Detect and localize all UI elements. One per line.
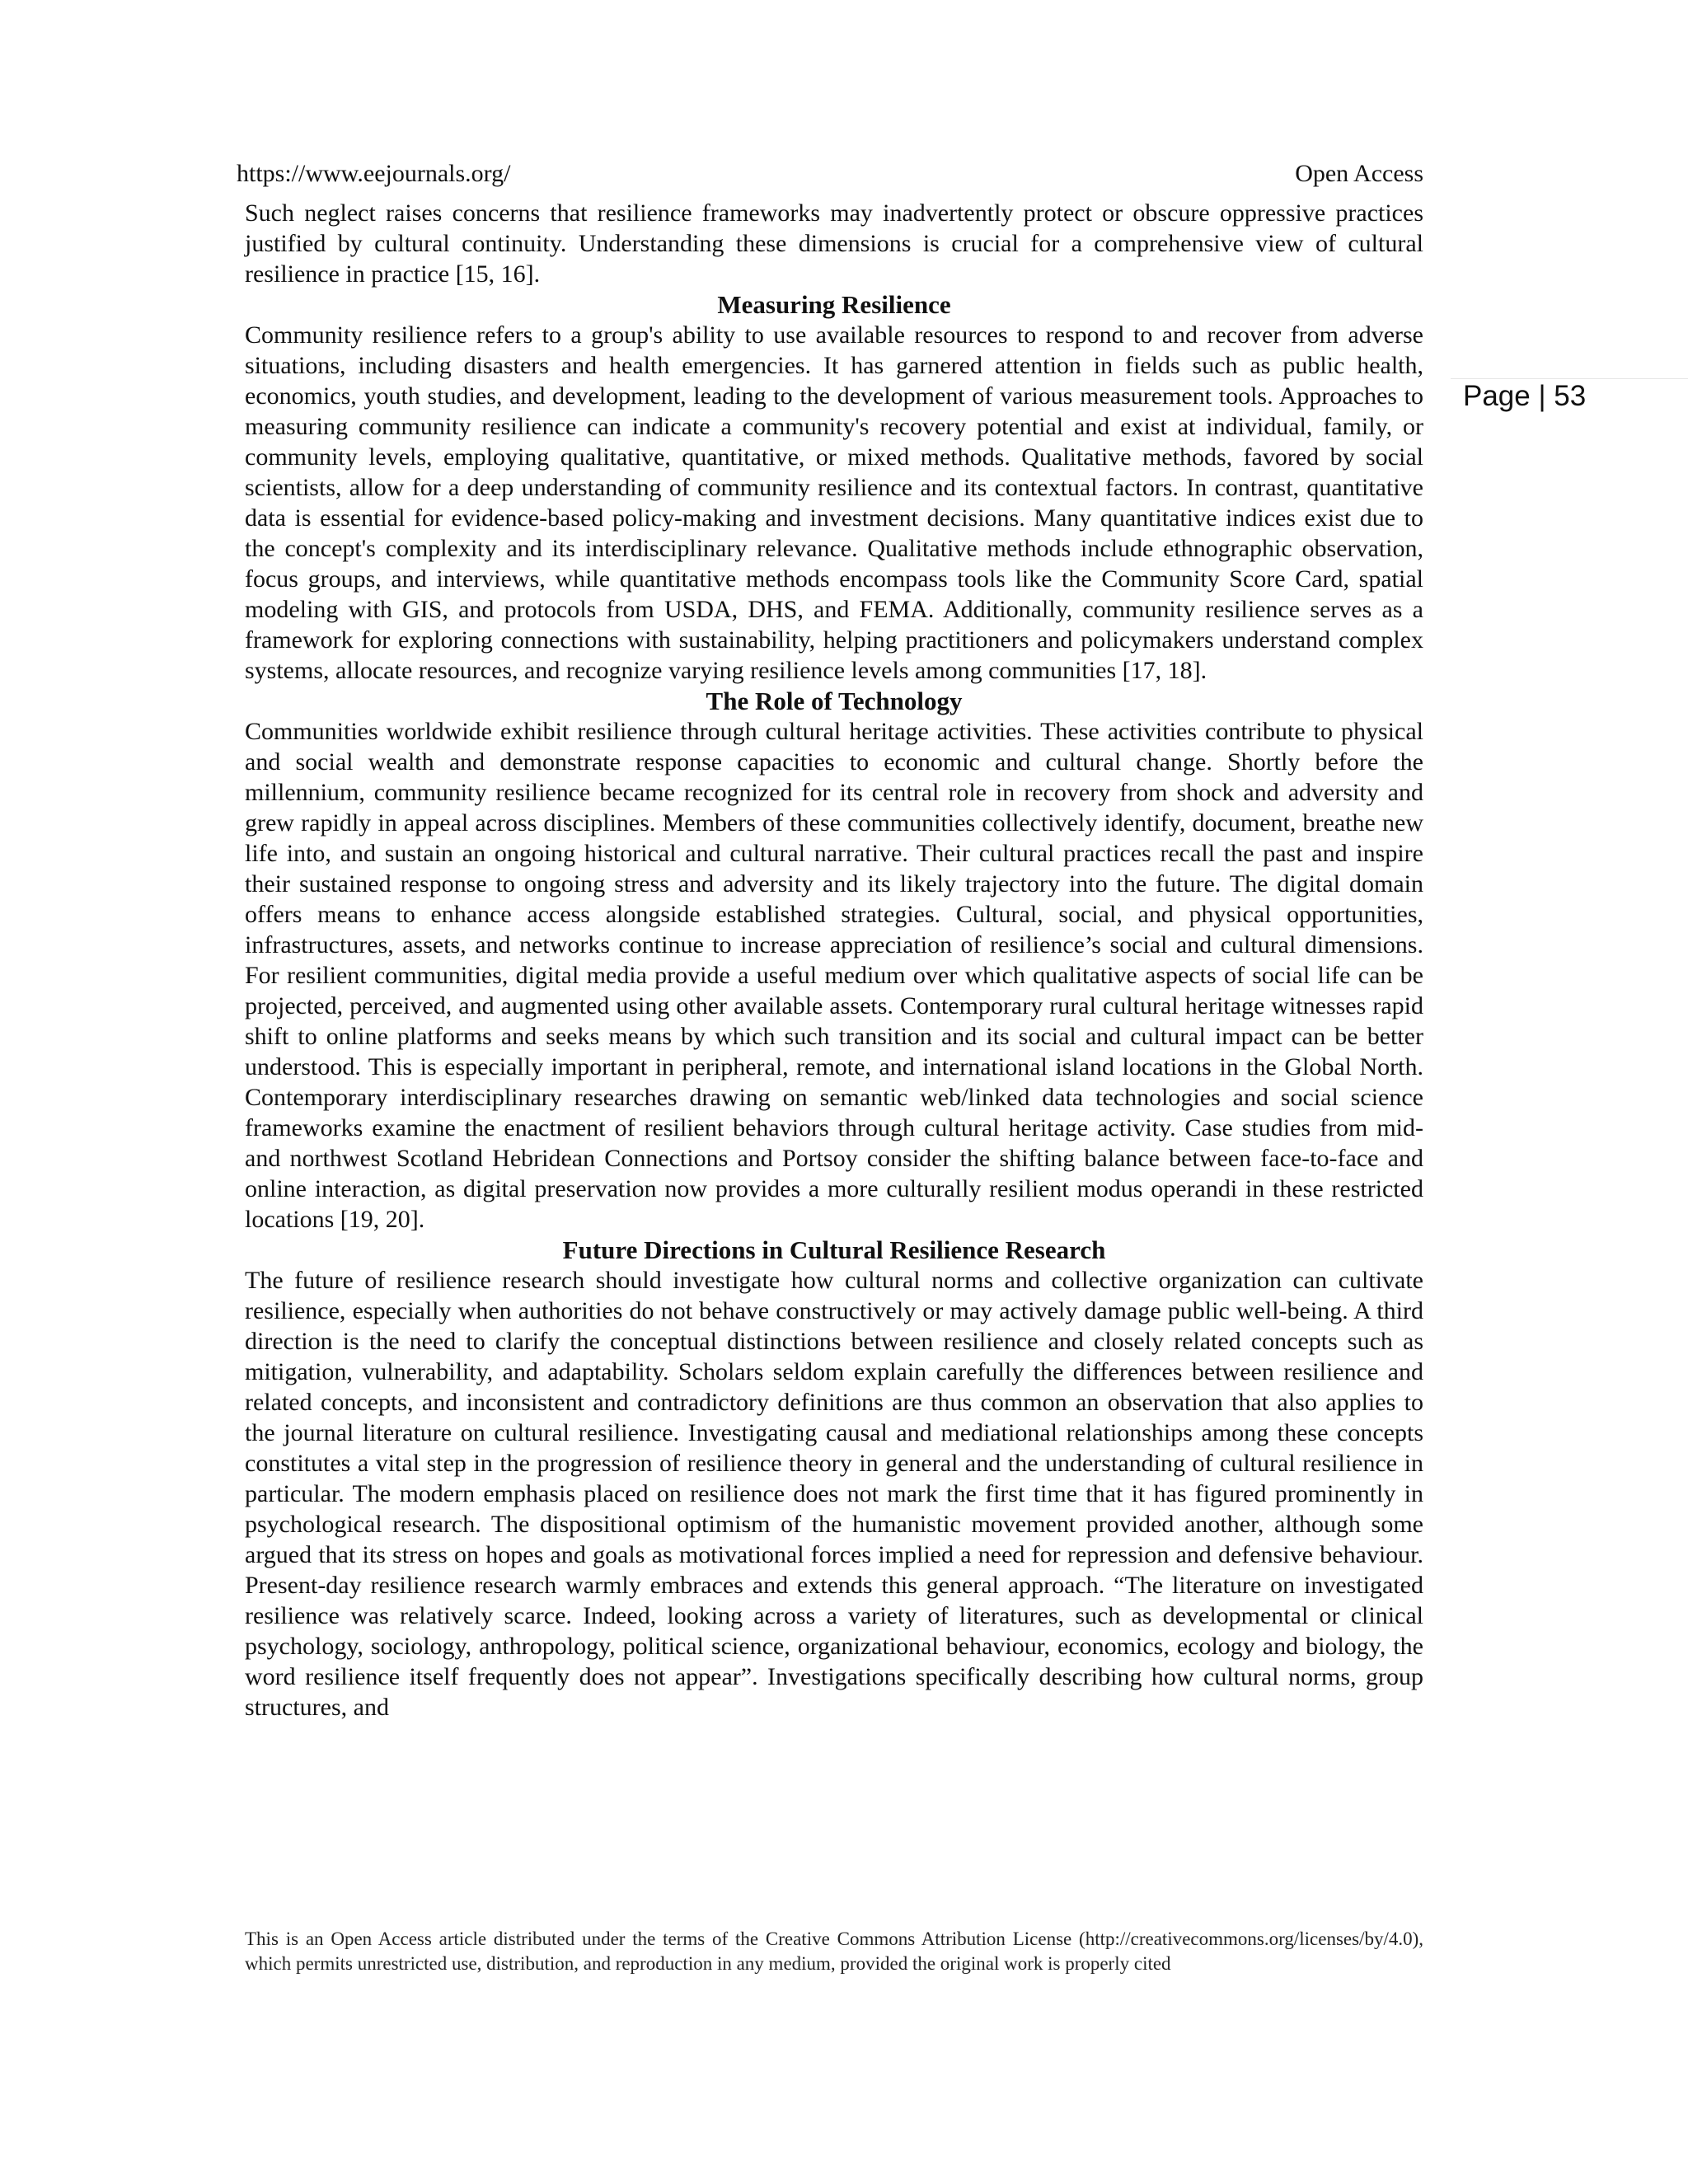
section-heading-role-of-technology: The Role of Technology bbox=[706, 687, 963, 715]
page-header bbox=[237, 159, 1423, 192]
section-paragraph-future-directions: The future of resilience research should investigate how cultural norms and collective organization can cultivate resilience, especially when authorities do not behave constructively or may actively damage public well-being. A third direction is the need to clarify the conceptual distinctions between resilience and closely related concepts such as mitigation, vulnerability, and adaptability. Scholars seldom explain carefully the differences between resilience and related concepts, and inconsistent and contradictory definitions are thus common an observation that also applies to the journal literature on cultural resilience. Investigating causal and mediational relationships among these concepts constitutes a vital step in the progression of resilience theory in general and the understanding of cultural resilience in particular. The modern emphasis placed on resilience does not mark the first time that it has figured prominently in psychological research. The dispositional optimism of the humanistic movement provided another, although some argued that its stress on hopes and goals as motivational forces implied a need for repression and defensive behaviour. Present-day resilience research warmly embraces and extends this general approach. “The literature on investigated resilience was relatively scarce. Indeed, looking across a variety of literatures, such as developmental or clinical psychology, sociology, anthropology, political science, organizational behaviour, economics, ecology and biology, the word resilience itself frequently does not appear”. Investigations specifically describing how cultural norms, group structures, and bbox=[245, 1267, 1423, 1721]
section-heading-measuring-resilience: Measuring Resilience bbox=[717, 290, 951, 319]
section-paragraph-role-of-technology: Communities worldwide exhibit resilience through cultural heritage activities. These activities contribute to physical and social wealth and demonstrate response capacities to economic and cultural change. Shortly before the millennium, community resilience became recognized for its central role in recovery from shock and adversity and grew rapidly in appeal across disciplines. Members of these communities collectively identify, document, breathe new life into, and sustain an ongoing historical and cultural narrative. Their cultural practices recall the past and inspire their sustained response to ongoing stress and adversity and its likely trajectory into the future. The digital domain offers means to enhance access alongside established strategies. Cultural, social, and physical opportunities, infrastructures, assets, and networks continue to increase appreciation of resilience’s social and cultural dimensions. For resilient communities, digital media provide a useful medium over which qualitative aspects of social life can be projected, perceived, and augmented using other available assets. Contemporary rural cultural heritage witnesses rapid shift to online platforms and seeks means by which such transition and its social and cultural impact can be better understood. This is especially important in peripheral, remote, and international island locations in the Global North. Contemporary interdisciplinary researches drawing on semantic web/linked data technologies and social science frameworks examine the enactment of resilient behaviors through cultural heritage activity. Case studies from mid- and northwest Scotland Hebridean Connections and Portsoy consider the shifting balance between face-to-face and online interaction, as digital preservation now provides a more culturally resilient modus operandi in these restricted locations [19, 20]. bbox=[245, 718, 1423, 1233]
section-paragraph-measuring-resilience: Community resilience refers to a group's ability to use available resources to respond to and recover from adverse situations, including disasters and health emergencies. It has garnered attention in fields such as public health, economics, youth studies, and development, leading to the development of various measurement tools. Approaches to measuring community resilience can indicate a community's recovery potential and exist at individual, family, or community levels, employing qualitative, quantitative, or mixed methods. Qualitative methods, favored by social scientists, allow for a deep understanding of community resilience and its contextual factors. In contrast, quantitative data is essential for evidence-based policy-making and investment decisions. Many quantitative indices exist due to the concept's complexity and its interdisciplinary relevance. Qualitative methods include ethnographic observation, focus groups, and interviews, while quantitative methods encompass tools like the Community Score Card, spatial modeling with GIS, and protocols from USDA, DHS, and FEMA. Additionally, community resilience serves as a framework for exploring connections with sustainability, helping practitioners and policymakers understand complex systems, allocate resources, and recognize varying resilience levels among communities [17, 18]. bbox=[245, 321, 1423, 684]
section-heading-future-directions: Future Directions in Cultural Resilience Research bbox=[562, 1235, 1106, 1264]
page-number: Page | 53 bbox=[1463, 380, 1587, 412]
journal-url: https://www.eejournals.org/ bbox=[237, 160, 511, 187]
article-body bbox=[245, 198, 1423, 1722]
open-access-label: Open Access bbox=[1295, 160, 1423, 187]
license-notice: This is an Open Access article distributed under the terms of the Creative Commons Attribution License (http://creativecommons.org/licenses/by/4.0), which permits unrestricted use, distribution, and reproduction in any medium, provided the original work is properly cited bbox=[245, 1929, 1423, 1974]
intro-paragraph: Such neglect raises concerns that resilience frameworks may inadvertently protect or obscure oppressive practices justified by cultural continuity. Understanding these dimensions is crucial for a comprehensive view of cultural resilience in practice [15, 16]. bbox=[245, 199, 1423, 288]
